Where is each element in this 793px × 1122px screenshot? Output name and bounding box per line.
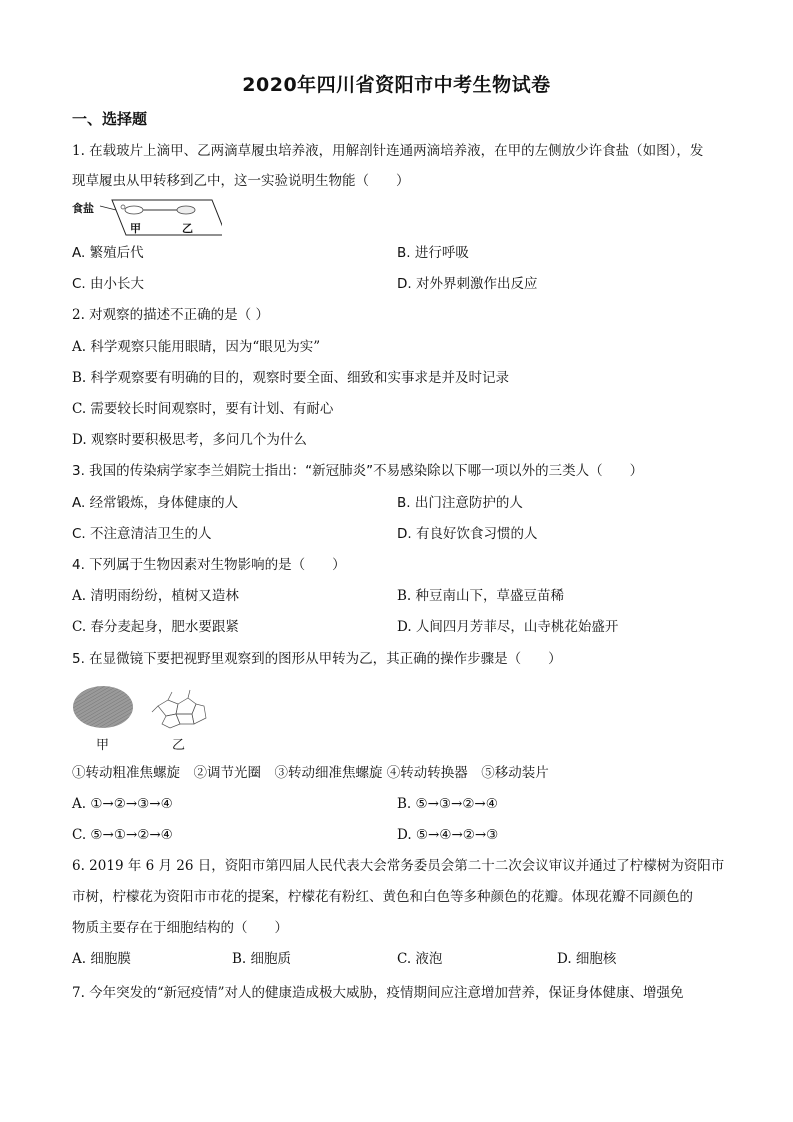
q5-option-b: B. ⑤→③→②→④ [397,796,498,812]
q4-option-a: A. 清明雨纷纷，植树又造林 [72,588,239,604]
q5-stem: 5. 在显微镜下要把视野里观察到的图形从甲转为乙，其正确的操作步骤是（ ） [72,651,562,667]
view-label-yi: 乙 [172,738,186,753]
q2-option-d: D. 观察时要积极思考，多问几个为什么 [72,432,307,448]
view-label-jia: 甲 [96,738,110,753]
q5-steps: ①转动粗准焦螺旋 ②调节光圈 ③转动细准焦螺旋 ④转动转换器 ⑤移动装片 [72,765,549,781]
page-title: 2020年四川省资阳市中考生物试卷 [242,74,551,96]
q5-option-d: D. ⑤→④→②→③ [397,827,499,843]
q7-stem-line1: 7. 今年突发的“新冠疫情”对人的健康造成极大威胁，疫情期间应注意增加营养，保证身体健康、增强免 [72,985,684,1001]
q6-option-b: B. 细胞质 [232,951,292,967]
q4-stem: 4. 下列属于生物因素对生物影响的是（ ） [72,557,346,573]
q5-figure-microscope [72,684,222,752]
q6-stem-line2: 市树，柠檬花为资阳市市花的提案，柠檬花有粉红、黄色和白色等多种颜色的花瓣。体现花瓣不同颜色的 [72,889,693,905]
salt-label: 食盐 [72,202,94,215]
microscope-view-icon [72,684,222,734]
q1-option-b: B. 进行呼吸 [397,245,469,261]
q1-option-c: C. 由小长大 [72,276,145,292]
q1-option-d: D. 对外界刺激作出反应 [397,276,538,292]
q4-option-d: D. 人间四月芳菲尽，山寺桃花始盛开 [397,619,619,635]
q4-option-c: C. 春分麦起身，肥水要跟紧 [72,619,239,635]
q1-stem-line1: 1. 在载玻片上滴甲、乙两滴草履虫培养液，用解剖针连通两滴培养液，在甲的左侧放少许食盐（如图），发 [72,143,704,159]
q2-option-b: B. 科学观察要有明确的目的，观察时要全面、细致和实事求是并及时记录 [72,370,510,386]
q3-option-d: D. 有良好饮食习惯的人 [397,526,538,542]
q2-option-c: C. 需要较长时间观察时，要有计划、有耐心 [72,401,334,417]
q4-option-b: B. 种豆南山下，草盛豆苗稀 [397,588,565,604]
section-heading: 一、选择题 [72,110,148,128]
q5-option-a: A. ①→②→③→④ [72,796,173,812]
q1-option-a: A. 繁殖后代 [72,245,144,261]
q2-option-a: A. 科学观察只能用眼睛，因为“眼见为实” [72,339,321,355]
q3-stem: 3. 我国的传染病学家李兰娟院士指出：“新冠肺炎”不易感染除以下哪一项以外的三类人（ ） [72,463,644,479]
q1-figure-slide [72,198,222,238]
q6-option-c: C. 液泡 [397,951,443,967]
q3-option-c: C. 不注意清洁卫生的人 [72,526,212,542]
slide-label-yi: 乙 [182,222,193,235]
slide-label-jia: 甲 [130,222,141,235]
q6-stem-line1: 6. 2019 年 6 月 26 日，资阳市第四届人民代表大会常务委员会第二十二次会议审议并通过了柠檬树为资阳市 [72,858,725,874]
q1-stem-line2: 现草履虫从甲转移到乙中，这一实验说明生物能（ ） [72,173,410,189]
q5-option-c: C. ⑤→①→②→④ [72,827,173,843]
q6-stem-line3: 物质主要存在于细胞结构的（ ） [72,920,288,936]
q3-option-a: A. 经常锻炼，身体健康的人 [72,495,239,511]
q6-option-a: A. 细胞膜 [72,951,131,967]
slide-diagram-icon [72,198,222,238]
q3-option-b: B. 出门注意防护的人 [397,495,523,511]
q6-option-d: D. 细胞核 [557,951,617,967]
q2-stem: 2. 对观察的描述不正确的是（ ） [72,307,269,323]
